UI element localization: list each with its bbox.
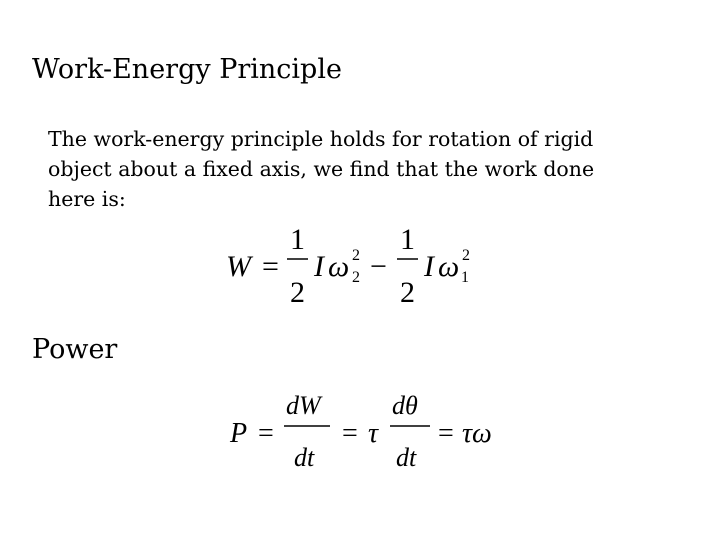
inertia-symbol: I	[314, 250, 324, 283]
result-tau-omega: τω	[462, 418, 492, 449]
eq-equals: =	[262, 250, 279, 283]
paragraph-line: object about a fixed axis, we find that the work done	[48, 157, 595, 181]
superscript-2: 2	[462, 247, 470, 264]
frac-numerator: 1	[400, 223, 415, 256]
eq-equals: =	[258, 418, 274, 449]
omega-symbol: ω	[328, 250, 350, 283]
frac-numerator: 1	[290, 223, 305, 256]
subscript-1: 1	[461, 269, 469, 286]
paragraph-line: The work-energy principle holds for rotation of rigid	[48, 127, 594, 151]
section-heading-power: Power	[32, 334, 118, 365]
inertia-symbol: I	[424, 250, 434, 283]
slide-title: Work-Energy Principle	[32, 54, 342, 85]
frac2-denominator: dt	[396, 443, 417, 472]
tau-symbol: τ	[368, 418, 379, 449]
omega-symbol: ω	[438, 250, 460, 283]
eq-equals: =	[438, 418, 454, 449]
paragraph-line: here is:	[48, 187, 126, 211]
superscript-2: 2	[352, 247, 360, 264]
eq-lhs-p: P	[230, 418, 248, 449]
frac-denominator: 2	[290, 276, 305, 309]
frac-denominator: 2	[400, 276, 415, 309]
frac1-numerator: dW	[286, 391, 321, 420]
eq-lhs-w: W	[226, 250, 251, 283]
minus-sign: −	[370, 250, 387, 283]
subscript-2: 2	[352, 269, 360, 286]
frac1-denominator: dt	[294, 443, 315, 472]
eq-equals: =	[342, 418, 358, 449]
frac2-numerator: dθ	[392, 391, 418, 420]
